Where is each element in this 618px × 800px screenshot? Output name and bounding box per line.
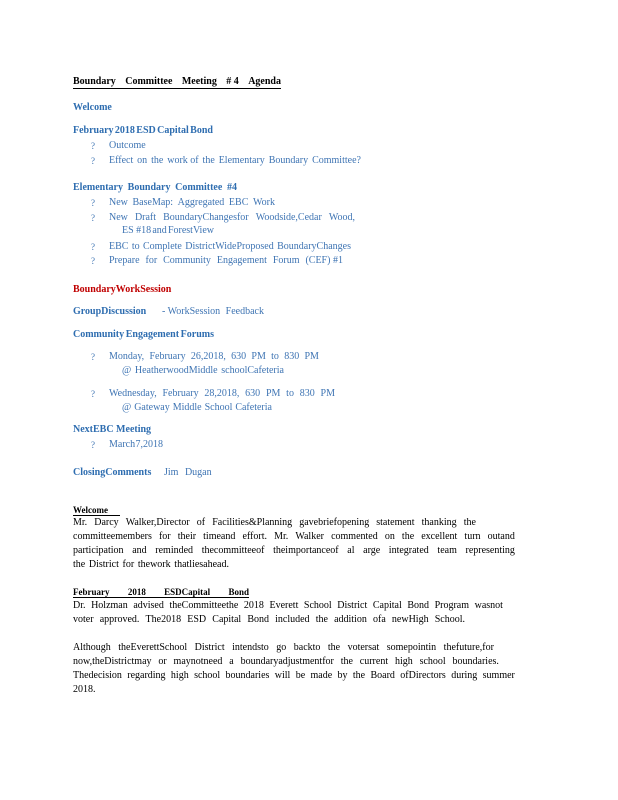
agenda-item-effect: Effect on the work of the Elementary Boundary Committee? <box>109 155 361 166</box>
minutes-welcome-line-2: committeemembers for their timeand effort. Mr. Walker commented on the excellent turn outand <box>73 531 515 542</box>
bullet-icon: ? <box>91 440 95 450</box>
agenda-ebc-heading: Elementary Boundary Committee #4 <box>73 182 237 193</box>
bullet-icon: ? <box>91 389 95 399</box>
minutes-bond-heading: February 2018 ESDCapital Bond <box>73 587 249 597</box>
agenda-next-meeting-heading: Next EBC Meeting <box>73 424 152 435</box>
minutes-welcome-heading: Welcome <box>73 505 120 516</box>
minutes-plan-line-3: Thedecision regarding high school boundaries will be made by the Board ofDirectors during summer <box>73 670 515 681</box>
minutes-welcome-line-4: the District for thework thatliesahead. <box>73 559 229 570</box>
minutes-plan-line-4: 2018. <box>73 684 96 695</box>
agenda-group-discussion-heading: Group Discussion <box>73 306 147 317</box>
agenda-item-draft-changes-cont: ES #18 and ForestView <box>122 225 214 236</box>
agenda-item-complete-proposal: EBC to Complete DistrictWideProposed BoundaryChanges <box>109 241 351 252</box>
agenda-closing-speaker: Jim Dugan <box>164 467 212 478</box>
minutes-welcome-line-1: Mr. Darcy Walker,Director of Facilities&Planning gavebriefopening statement thanking the <box>73 517 476 528</box>
bullet-icon: ? <box>91 141 95 151</box>
bullet-icon: ? <box>91 198 95 208</box>
agenda-forum-2-location: @ Gateway Middle School Cafeteria <box>122 402 272 413</box>
agenda-item-basemap: New BaseMap: Aggregated EBC Work <box>109 197 275 208</box>
minutes-welcome-line-3: participation and reminded thecommitteeof theimportanceof al arge integrated team representing <box>73 545 515 556</box>
bullet-icon: ? <box>91 256 95 266</box>
agenda-item-draft-changes: New Draft BoundaryChangesfor Woodside,Cedar Wood, <box>109 212 355 223</box>
agenda-item-prepare-cef: Prepare for Community Engagement Forum (CEF) #1 <box>109 255 343 266</box>
agenda-next-meeting-date: March 7,2018 <box>109 439 163 450</box>
minutes-bond-line-2: voter approved. The2018 ESD Capital Bond included the addition ofa newHigh School. <box>73 614 465 625</box>
bullet-icon: ? <box>91 156 95 166</box>
agenda-forum-2-date: Wednesday, February 28,2018, 630 PM to 830 PM <box>109 388 335 399</box>
agenda-forum-1-location: @ HeatherwoodMiddle schoolCafeteria <box>122 365 284 376</box>
minutes-plan-line-1: Although theEverettSchool District intendsto go backto the votersat somepointin thefuture,for <box>73 642 494 653</box>
agenda-closing-heading: Closing Comments <box>73 467 152 478</box>
bullet-icon: ? <box>91 213 95 223</box>
bullet-icon: ? <box>91 352 95 362</box>
agenda-forum-1-date: Monday, February 26,2018, 630 PM to 830 PM <box>109 351 319 362</box>
bullet-icon: ? <box>91 242 95 252</box>
agenda-work-session-heading: Boundary Work Session <box>73 284 172 295</box>
minutes-bond-line-1: Dr. Holzman advised theCommitteethe 2018 Everett School District Capital Bond Program wasnot <box>73 600 503 611</box>
agenda-bond-heading: February 2018 ESD Capital Bond <box>73 125 213 136</box>
agenda-item-outcome: Outcome <box>109 140 146 151</box>
agenda-forums-heading: Community Engagement Forums <box>73 329 214 340</box>
agenda-title: Boundary Committee Meeting # 4 Agenda <box>73 76 281 87</box>
agenda-group-discussion-text: - WorkSession Feedback <box>162 306 264 317</box>
minutes-plan-line-2: now,theDistrictmay or maynotneed a boundaryadjustmentfor the current high school boundaries. <box>73 656 499 667</box>
agenda-welcome-heading: Welcome <box>73 102 112 113</box>
